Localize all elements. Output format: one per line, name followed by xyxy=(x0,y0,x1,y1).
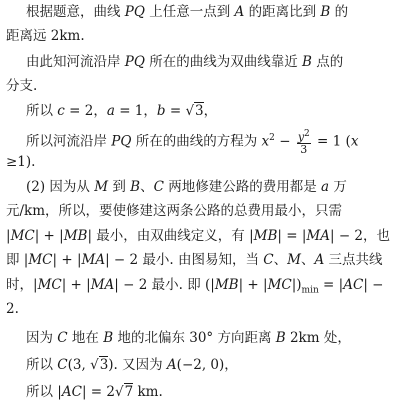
text-line-11: 即 |MC| + |MA| − 2 最小. 由图易知，当 C、M、A 三点共线 xyxy=(6,252,383,268)
text-line-8: (2) 因为从 M 到 B、C 两地修建公路的费用都是 a 万 xyxy=(26,179,347,195)
text-line-14: 因为 C 地在 B 地的北偏东 30° 方向距离 B 2km 处， xyxy=(26,330,351,346)
text-line-16: 所以 |AC| = 2√7 km. xyxy=(26,384,163,400)
text-line-12: 时，|MC| + |MA| − 2 最小. 即 $(|MB| + |MC|)_{min} = |AC|$ − xyxy=(6,277,384,296)
text-line-6: 所以河流沿岸 PQ 所在的曲线的方程为 $x^2$ − $\frac{y^2}{3}$ = 1 (x xyxy=(26,129,359,156)
text-line-7: ≥1). xyxy=(6,154,36,170)
text-line-1: 根据题意，曲线 PQ 上任意一点到 A 的距离比到 B 的 xyxy=(26,4,349,20)
text-line-13: 2. xyxy=(6,301,19,317)
text-line-5: 所以 c = 2，a = 1，b = √3， xyxy=(26,103,218,119)
text-line-10: |MC| + |MB| 最小，由双曲线定义，有 |MB| = |MA| − 2，也 xyxy=(6,228,391,244)
text-line-15: 所以 C(3, √3). 又因为 A(−2, 0)， xyxy=(26,357,238,373)
fraction-y2-over-3: $\frac{y^2}{3}$ xyxy=(297,129,310,156)
text-line-9: 元/km，所以，要使修建这两条公路的总费用最小，只需 xyxy=(6,203,343,219)
text-line-4: 分支. xyxy=(6,78,38,94)
text-line-3: 由此知河流沿岸 PQ 所在的曲线为双曲线靠近 B 点的 xyxy=(26,54,344,70)
text-line-2: 距离远 2km. xyxy=(6,28,85,44)
